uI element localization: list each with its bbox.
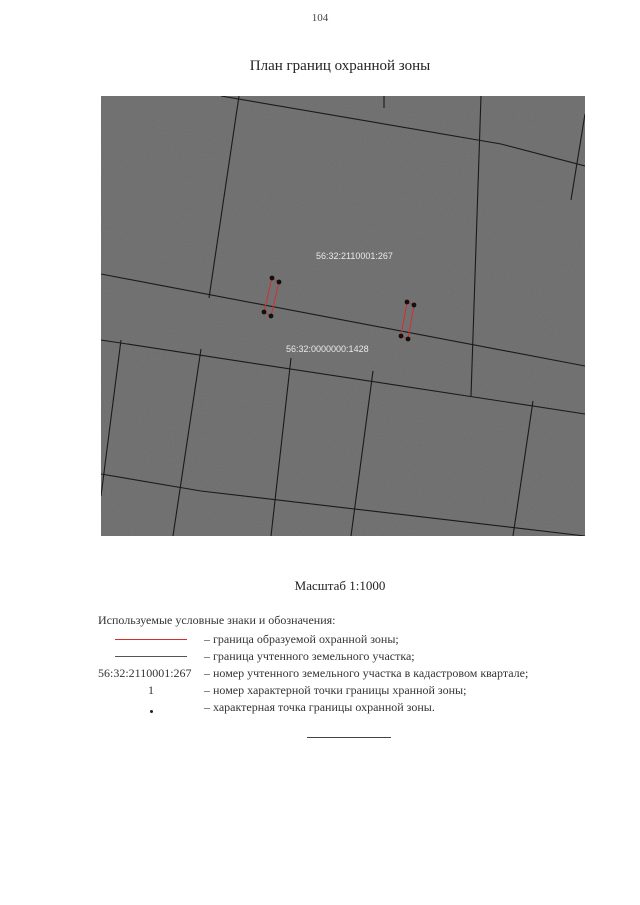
legend	[98, 613, 618, 716]
map-scale: Масштаб 1:1000	[294, 578, 386, 593]
zone-point	[406, 337, 411, 342]
zone-point	[405, 300, 410, 305]
zone-point	[269, 314, 274, 319]
point-dot-symbol	[150, 710, 153, 713]
signature-line	[307, 737, 391, 738]
legend-heading: Используемые условные знаки и обозначения:	[98, 613, 336, 627]
zone-point	[277, 280, 282, 285]
legend-symbol	[98, 639, 204, 640]
legend-item	[98, 682, 618, 699]
zone-point	[412, 303, 417, 308]
legend-description: – граница учтенного земельного участка;	[204, 649, 415, 663]
page-title: План границ охранной зоны	[249, 58, 431, 74]
parcel-label: 56:32:0000000:1428	[286, 344, 369, 354]
page-number: 104	[311, 12, 329, 24]
map-texture	[101, 96, 585, 536]
legend-item	[98, 699, 618, 716]
legend-symbol	[98, 656, 204, 657]
legend-item	[98, 648, 618, 665]
map-canvas	[101, 96, 585, 536]
zone-point	[262, 310, 267, 315]
parcel-label: 56:32:2110001:267	[316, 251, 393, 261]
point-number-symbol: 1	[148, 683, 154, 697]
legend-description: – номер учтенного земельного участка в кадастровом квартале;	[204, 666, 529, 680]
legend-symbol	[98, 702, 204, 713]
legend-item	[98, 631, 618, 648]
red-line-symbol	[115, 639, 187, 640]
legend-symbol-text	[98, 683, 204, 698]
zone-point	[270, 276, 275, 281]
legend-description: – номер характерной точки границы хранной зоны;	[204, 683, 467, 697]
legend-symbol-text: 56:32:2110001:267	[98, 666, 192, 680]
legend-description: – характерная точка границы охранной зоны.	[204, 700, 435, 714]
legend-description: – граница образуемой охранной зоны;	[204, 632, 399, 646]
legend-item	[98, 665, 618, 682]
cadastral-map	[101, 96, 585, 536]
black-line-symbol	[115, 656, 187, 657]
zone-point	[399, 334, 404, 339]
